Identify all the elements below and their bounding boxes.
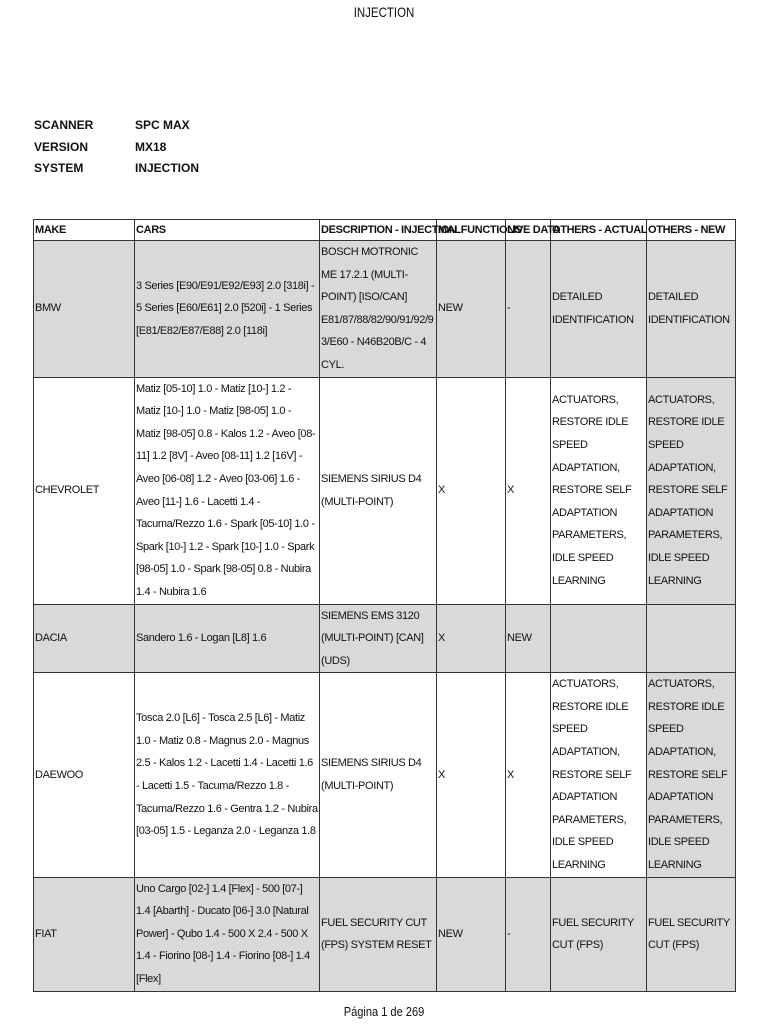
document-meta — [34, 115, 199, 180]
meta-key: VERSION — [34, 139, 89, 154]
cell-description: FUEL SECURITY CUT (FPS) SYSTEM RESET — [320, 877, 437, 991]
cell-live-data: - — [506, 877, 551, 991]
cell-make: DACIA — [34, 604, 135, 673]
cell-malfunctions: X — [437, 604, 506, 673]
meta-row-system — [34, 158, 199, 180]
cell-malfunctions: NEW — [437, 241, 506, 378]
cell-cars: Matiz [05-10] 1.0 - Matiz [10-] 1.2 - Matiz [10-] 1.0 - Matiz [98-05] 1.0 - Matiz [98-05] 0.8 - Kalos 1.2 - Aveo [08-11] 1.2 [8V] - Aveo [08-11] 1.2 [16V] - Aveo [06-08] 1.2 - Aveo [03-06] 1.6 - Aveo [11-] 1.6 - Lacetti 1.4 - Tacuma/Rezzo 1.6 - Spark [05-10] 1.0 - Spark [10-] 1.2 - Spark [10-] 1.0 - Spark [98-05] 1.0 - Spark [98-05] 0.8 - Nubira 1.4 - Nubira 1.6 — [135, 377, 320, 604]
cell-live-data: NEW — [506, 604, 551, 673]
cell-others-actual: DETAILED IDENTIFICATION — [551, 241, 647, 378]
page-title: INJECTION — [353, 4, 415, 20]
cell-malfunctions: NEW — [437, 877, 506, 991]
cell-cars: 3 Series [E90/E91/E92/E93] 2.0 [318i] - 5 Series [E60/E61] 2.0 [520i] - 1 Series [E81/E82/E87/E88] 2.0 [118i] — [135, 241, 320, 378]
cell-others-new: ACTUATORS, RESTORE IDLE SPEED ADAPTATION, RESTORE SELF ADAPTATION PARAMETERS, IDLE SPEED LEARNING — [647, 673, 736, 877]
header-cars: CARS — [135, 220, 320, 241]
meta-value: INJECTION — [135, 161, 200, 175]
table-row — [34, 377, 736, 604]
table-row — [34, 241, 736, 378]
cell-cars: Sandero 1.6 - Logan [L8] 1.6 — [135, 604, 320, 673]
meta-key: SYSTEM — [34, 161, 84, 175]
cell-make: FIAT — [34, 877, 135, 991]
cell-cars: Uno Cargo [02-] 1.4 [Flex] - 500 [07-] 1.4 [Abarth] - Ducato [06-] 3.0 [Natural Power] - Qubo 1.4 - 500 X 2.4 - 500 X 1.4 - Fiorino [08-] 1.4 - Fiorino [08-] 1.4 [Flex] — [135, 877, 320, 991]
cell-malfunctions: X — [437, 377, 506, 604]
meta-row-version — [34, 137, 199, 159]
cell-others-new: FUEL SECURITY CUT (FPS) — [647, 877, 736, 991]
table-row — [34, 604, 736, 673]
cell-make: BMW — [34, 241, 135, 378]
header-others-new: OTHERS - NEW — [647, 220, 736, 241]
cell-live-data: - — [506, 241, 551, 378]
cell-malfunctions: X — [437, 673, 506, 877]
cell-others-new: DETAILED IDENTIFICATION — [647, 241, 736, 378]
meta-value: MX18 — [135, 139, 167, 154]
cell-description: SIEMENS SIRIUS D4 (MULTI-POINT) — [320, 377, 437, 604]
cell-others-new: ACTUATORS, RESTORE IDLE SPEED ADAPTATION, RESTORE SELF ADAPTATION PARAMETERS, IDLE SPEED LEARNING — [647, 377, 736, 604]
table-row — [34, 877, 736, 991]
meta-row-scanner — [34, 115, 199, 137]
header-description: DESCRIPTION - INJECTION — [320, 220, 437, 241]
page-footer: Página 1 de 269 — [343, 1004, 425, 1019]
cell-others-new — [647, 604, 736, 673]
cell-description: SIEMENS EMS 3120 (MULTI-POINT) [CAN](UDS) — [320, 604, 437, 673]
cell-description: BOSCH MOTRONIC ME 17.2.1 (MULTI-POINT) [ISO/CAN] E81/87/88/82/90/91/92/93/E60 - N46B20B/C - 4 CYL. — [320, 241, 437, 378]
cell-make: CHEVROLET — [34, 377, 135, 604]
meta-value: SPC MAX — [135, 118, 190, 132]
header-others-actual: OTHERS - ACTUAL — [551, 220, 647, 241]
cell-description: SIEMENS SIRIUS D4 (MULTI-POINT) — [320, 673, 437, 877]
cell-cars: Tosca 2.0 [L6] - Tosca 2.5 [L6] - Matiz 1.0 - Matiz 0.8 - Magnus 2.0 - Magnus 2.5 - Kalos 1.2 - Lacetti 1.4 - Lacetti 1.6 - Lacetti 1.5 - Tacuma/Rezzo 1.8 - Tacuma/Rezzo 1.6 - Gentra 1.2 - Nubira [03-05] 1.5 - Leganza 2.0 - Leganza 1.8 — [135, 673, 320, 877]
table-row — [34, 673, 736, 877]
cell-live-data: X — [506, 673, 551, 877]
cell-others-actual — [551, 604, 647, 673]
meta-key: SCANNER — [34, 118, 94, 132]
header-malfunctions: MALFUNCTIONS — [437, 220, 506, 241]
cell-others-actual: ACTUATORS, RESTORE IDLE SPEED ADAPTATION, RESTORE SELF ADAPTATION PARAMETERS, IDLE SPEED LEARNING — [551, 673, 647, 877]
cell-others-actual: FUEL SECURITY CUT (FPS) — [551, 877, 647, 991]
header-make: MAKE — [34, 220, 135, 241]
cell-make: DAEWOO — [34, 673, 135, 877]
injection-table — [33, 219, 736, 992]
table-header-row — [34, 220, 736, 241]
cell-others-actual: ACTUATORS, RESTORE IDLE SPEED ADAPTATION, RESTORE SELF ADAPTATION PARAMETERS, IDLE SPEED LEARNING — [551, 377, 647, 604]
header-live-data: LIVE DATA — [506, 220, 551, 241]
cell-live-data: X — [506, 377, 551, 604]
